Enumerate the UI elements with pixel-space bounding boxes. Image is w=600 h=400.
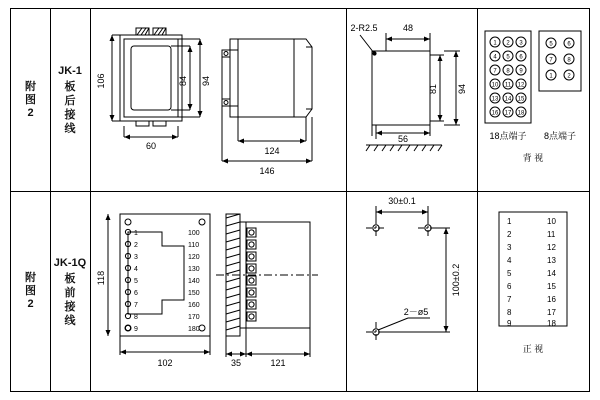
row1-side-label [11,9,50,191]
row1-model-label [50,9,90,191]
svg-text:14: 14 [504,96,512,103]
row1-view-label: 背 视 [522,153,544,163]
row2-dim-121: 121 [270,358,286,368]
row1-dim-106: 106 [96,73,106,89]
row1-name-line-3: 线 [64,123,76,135]
svg-text:8: 8 [567,57,571,64]
row1-name-line-0: 板 [64,81,76,93]
row2-drawing-svg [90,192,346,391]
row1-dim-56: 56 [397,134,409,144]
svg-text:3: 3 [507,243,512,252]
svg-text:1: 1 [507,217,512,226]
row2-model-name: JK-1Q [53,256,87,269]
row2-name-line-1: 前 [64,286,76,299]
svg-text:7: 7 [493,68,497,75]
svg-text:13: 13 [547,256,556,265]
row2-view-label: 正 视 [522,344,544,354]
svg-text:8: 8 [506,68,510,75]
row1-terminal-svg [477,9,590,191]
svg-text:110: 110 [188,242,200,249]
row2-main-drawing [90,192,346,391]
svg-text:2: 2 [507,230,512,239]
row2-side-label-char-2: 2 [27,298,34,310]
row2-dim-30: 30±0.1 [388,196,416,206]
row2-dim-118: 118 [96,270,106,286]
svg-text:140: 140 [188,278,200,285]
row2-hole-drawing [346,192,477,391]
row1-dim-84: 84 [178,75,188,87]
svg-text:160: 160 [188,302,200,309]
row2-terminal-layout [477,192,590,391]
row2-dim-100: 100±0.2 [451,263,461,297]
row1-model-name: JK-1 [58,65,82,77]
row2-side-label [11,192,50,391]
row1-dim-146: 146 [259,166,275,176]
svg-text:1: 1 [549,73,553,80]
svg-text:9: 9 [507,319,512,328]
row1-dim-81: 81 [428,83,438,95]
svg-text:120: 120 [188,254,200,261]
svg-text:7: 7 [549,57,553,64]
svg-text:1: 1 [493,40,497,47]
svg-text:150: 150 [188,290,200,297]
row1-caption-8: 8点端子 [543,131,577,141]
row1-dim-60: 60 [145,141,157,151]
svg-text:18: 18 [547,319,556,328]
svg-text:2: 2 [506,40,510,47]
row2-dim-d5: 2－ø5 [403,307,429,317]
svg-text:7: 7 [134,302,138,309]
svg-text:11: 11 [504,82,512,89]
svg-text:3: 3 [519,40,523,47]
svg-text:170: 170 [188,314,200,321]
svg-text:2: 2 [134,242,138,249]
row1-main-drawing [90,9,346,191]
row2-side-label-char-1: 图 [25,285,36,297]
row1-dim-124: 124 [264,146,280,156]
row1-terminal-layout [477,9,590,191]
row1-cutout-svg [346,9,477,191]
row1-dim-94: 94 [201,75,211,87]
row2-dim-35: 35 [230,358,242,368]
svg-text:130: 130 [188,266,200,273]
svg-text:12: 12 [547,243,556,252]
row1-caption-18: 18点端子 [489,131,527,141]
svg-text:6: 6 [134,290,138,297]
svg-text:5: 5 [506,54,510,61]
row1-dim-r25: 2-R2.5 [350,23,378,33]
svg-text:12: 12 [517,82,525,89]
row1-name-line-2: 接 [64,109,76,121]
svg-text:4: 4 [493,54,497,61]
svg-text:9: 9 [134,326,138,333]
svg-text:16: 16 [547,295,556,304]
row2-name-line-2: 接 [64,300,76,313]
svg-text:5: 5 [549,41,553,48]
svg-text:14: 14 [547,269,556,278]
svg-text:180: 180 [188,326,200,333]
row2-side-label-char-0: 附 [25,272,36,284]
svg-text:4: 4 [507,256,512,265]
row1-name-line-1: 后 [64,95,76,107]
svg-text:6: 6 [519,54,523,61]
svg-text:4: 4 [134,266,138,273]
row1-drawing-svg [90,9,346,191]
row2-dim-102: 102 [157,358,173,368]
row1-dim-48: 48 [402,23,414,33]
svg-text:2: 2 [567,73,571,80]
svg-text:1: 1 [134,230,138,237]
row2-hole-svg [346,192,477,391]
svg-text:7: 7 [507,295,512,304]
svg-text:9: 9 [519,68,523,75]
sheet-border [10,8,590,392]
row1-side-label-char-0: 附 [25,80,36,93]
svg-text:17: 17 [504,110,512,117]
row1-cutout-drawing [346,9,477,191]
row2-name-line-3: 线 [64,314,76,327]
row2-model-label [50,192,90,391]
row1-side-label-char-2: 2 [27,106,34,119]
svg-text:8: 8 [134,314,138,321]
svg-text:16: 16 [491,110,499,117]
svg-text:10: 10 [491,82,499,89]
svg-text:15: 15 [547,282,556,291]
svg-text:13: 13 [491,96,499,103]
svg-text:3: 3 [134,254,138,261]
svg-text:6: 6 [507,282,512,291]
svg-text:18: 18 [517,110,525,117]
svg-text:17: 17 [547,308,556,317]
svg-text:100: 100 [188,230,200,237]
svg-text:8: 8 [507,308,512,317]
svg-text:10: 10 [547,217,556,226]
svg-text:15: 15 [517,96,525,103]
svg-text:11: 11 [547,230,556,239]
row1-dim-94: 94 [457,83,467,95]
row1-side-label-char-1: 图 [25,93,36,106]
svg-text:5: 5 [507,269,512,278]
svg-text:6: 6 [567,41,571,48]
row2-name-line-0: 板 [64,272,76,285]
svg-text:5: 5 [134,278,138,285]
row2-terminal-svg [477,192,590,391]
